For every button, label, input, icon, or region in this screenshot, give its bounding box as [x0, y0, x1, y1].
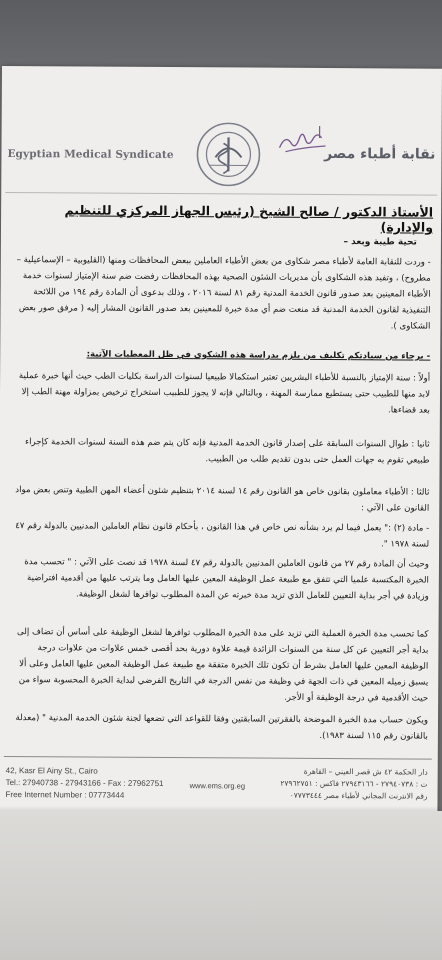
footer-hotline-en: Free Internet Number : 07773444: [5, 790, 125, 800]
letter-title: الأستاذ الدكتور / صالح الشيخ (رئيس الجهاز المركزي للتنظيم والإدارة): [64, 202, 434, 235]
syndicate-name-en: Egyptian Medical Syndicate: [7, 148, 174, 162]
footer-phone-en: Tel.: 27940738 - 27943166 - Fax : 27962751: [5, 778, 164, 788]
point-second: ثانيا : طوال السنوات السابقة على إصدار قانون الخدمة المدنية فإنه كان يتم ضم هذه السنة لسنوات الخدمة كإجراء طبيعي تقوم به جهات العمل حتى بدون تقديم طلب من الطبيب.: [25, 437, 430, 466]
point-third: ثالثا : الأطباء معاملون بقانون خاص هو القانون رقم ١٤ لسنة ٢٠١٤ بتنظيم شئون أعضاء المهن الطبية وتنص بعض مواد القانون على الآتي :: [15, 485, 430, 514]
page-folded-bottom: [0, 811, 442, 960]
request-line: - برجاء من سيادتكم تكليف من يلزم بدراسة هذه الشكوى في ظل المعطيات الآتية:: [86, 349, 431, 362]
footer-phone-ar: ت : ٢٧٩٤٠٧٣٨ - ٢٧٩٤٣١٦٦ فاكس : ٢٧٩٦٢٧٥١: [280, 778, 428, 789]
greeting: تحية طيبة وبعد –: [343, 237, 417, 248]
intro-paragraph: - وردت للنقابة العامة لأطباء مصر شكاوى من بعض الأطباء العاملين ببعض المحافظات ومنها (القليوبية – الإسماعيلية – مطروح) ، وتفيد هذه الشكاوى بأن مديريات الشئون الصحية بهذه المحافظات رفضت ضم سنة الإمتياز لسنوات خدمة الأطباء المعينين بعد صدور قانون الخدمة المدنية رقم ٨١ لسنة ٢٠١٦ ، وذلك بدعوى أن المادة رقم ١٩٤ من اللائحة التنفيذية لقانون الخدمة المدنية قد منعت ضم أي مدة خبرة للمعينين بعد صدور القانون المشار إليه ( مرفق صور بعض الشكاوى ).: [16, 255, 431, 332]
considering-paragraph: وحيث أن المادة رقم ٢٧ من قانون العاملين المدنيين بالدولة رقم ٤٧ لسنة ١٩٧٨ قد نصت على الآتي : " تحسب مدة الخبرة المكتسبة علميا التي تتفق مع طبيعة عمل الوظيفة المعين عليها العامل وما يترتب عليها من أقدمية افتراضية وزيادة في أجر بداية التعيين للعامل الذي تزيد مدة خبرته عن المدة المطلوب توافرها لشغل الوظيفة.: [24, 557, 429, 602]
point-first: أولاً : سنة الإمتياز بالنسبة للأطباء البشريين تعتبر استكمالا طبيعيا لسنوات الدراسة بكليات الطب حيث أنها خبرة عملية لابد منها للطبيب حتى يستطيع ممارسة المهنة ، وبالتالي فإنه لا يجوز للطبيب استخراج ترخيص بمزاولة مهنة الطب إلا بعد قضاءها.: [18, 371, 431, 416]
syndicate-name-ar: نقابة أطباء مصر: [324, 145, 436, 163]
syndicate-logo-icon: [195, 121, 261, 187]
footer-address-ar: دار الحكمة ٤٢ ش قصر العيني – القاهرة: [303, 766, 428, 777]
footer-address-en: 42, Kasr El Ainy St., Cairo: [5, 766, 98, 776]
letter-page: [0, 66, 442, 814]
footer-website: www.ems.org.eg: [189, 781, 246, 791]
header-divider: [5, 192, 437, 196]
article-two-quote: - مادة (٢) :" يعمل فيما لم يرد بشأنه نص خاص في هذا القانون ، بأحكام قانون نظام العاملين المدنيين بالدولة رقم ٤٧ لسنة ١٩٧٨ ".: [15, 521, 430, 550]
footer-hotline-ar: رقم الانترنت المجاني لأطباء مصر ٠٧٧٧٣٤٤٤: [289, 790, 428, 801]
table-surface: [0, 0, 442, 70]
calculation-paragraph: كما تحسب مدة الخبرة العملية التي تزيد على مدة الخبرة المطلوب توافرها لشغل الوظيفة على أساس أن تضاف إلى بداية أجر التعيين عن كل سنة من السنوات الزائدة قيمة علاوة دورية بحد أقصى خمس علاوات من علاوات درجة الوظيفة المعين عليها العامل بشرط أن تكون تلك الخبرة متفقة مع طبيعة عمل الوظيفة المعين عليها العامل وعلى ألا يسبق زميله المعين في ذات الجهة في وظيفة من نفس الدرجة في التاريخ الفرضي لبداية الخبرة المحسوبة سواء من حيث الأقدمية في درجة الوظيفة أو الأجر.: [17, 627, 429, 704]
footer-divider: [4, 756, 432, 760]
final-paragraph: ويكون حساب مدة الخبرة الموضحة بالفقرتين السابقتين وفقا للقواعد التي تضعها لجنة شئون الخدمة المدنية " (معدلة بالقانون رقم ١١٥ لسنة ١٩٨٣).: [15, 713, 429, 742]
